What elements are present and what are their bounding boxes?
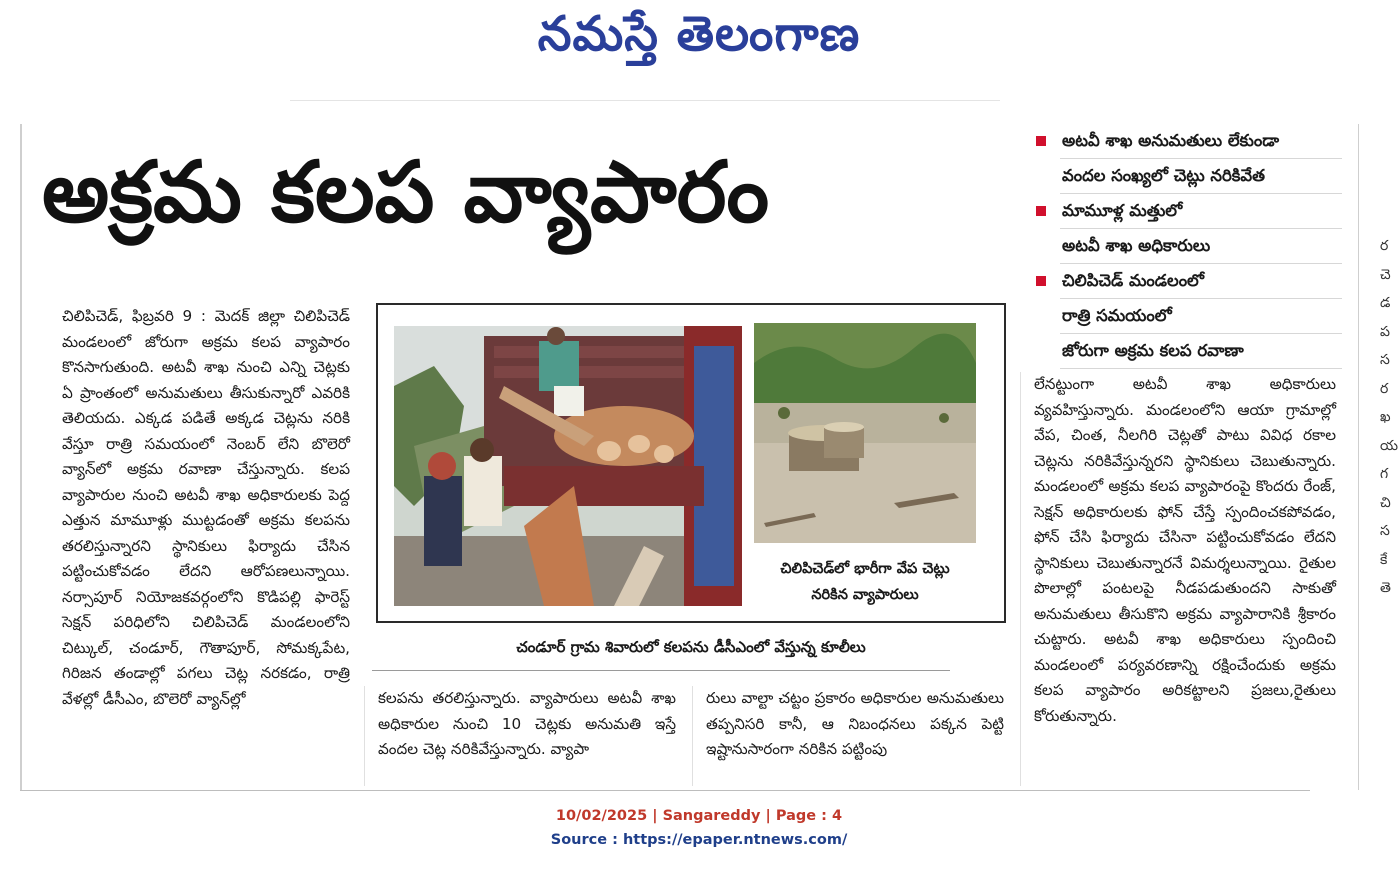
frame-bottom-rule: [20, 790, 1310, 791]
edge-fragment: య: [1380, 437, 1398, 454]
footer-date-edition: 10/02/2025 | Sangareddy | Page : 4: [555, 808, 843, 824]
article-column-2: [378, 686, 676, 763]
highlight-line: అటవీ శాఖ అధికారులు: [1060, 229, 1342, 264]
highlight-line: అటవీ శాఖ అనుమతులు లేకుండా: [1060, 124, 1342, 159]
edge-fragment: ర: [1380, 238, 1389, 254]
edge-fragment: చి: [1380, 494, 1391, 511]
article-headline: అక్రమ కలప వ్యాపారం: [42, 143, 770, 241]
edge-fragment: డ: [1380, 295, 1391, 311]
highlight-line: రాత్రి సమయంలో: [1060, 299, 1342, 334]
highlight-item: [1032, 264, 1342, 369]
column-divider: [692, 686, 693, 786]
edge-fragment: స: [1380, 352, 1390, 368]
column-divider: [364, 686, 365, 786]
masthead-divider: [290, 100, 1000, 101]
article-paragraph: కలపను తరలిస్తున్నారు. వ్యాపారులు అటవీ శాఖ అధికారుల నుంచి 10 చెట్లకు అనుమతి ఇస్తే వందల చెట్ల నరికివేస్తున్నారు. వ్యాపా: [378, 689, 676, 758]
column-divider: [1020, 372, 1021, 786]
highlight-item: [1032, 124, 1342, 194]
inset-photo-caption: [756, 556, 974, 608]
caption-line: నరికిన వ్యాపారులు: [811, 587, 919, 603]
article-paragraph: లేనట్టుంగా అటవీ శాఖ అధికారులు వ్యవహిస్తున్నారు. మండలంలోని ఆయా గ్రామాల్లో వేప, చింత, నీలగిరి చెట్లతో పాటు వివిధ రకాల చెట్లను నరికివేస్తున్నరని స్థానికులు చెబుతున్నారు. మండలంలో అక్రమ కలప వ్యాపారంపై కొందరు రేంజ్, సెక్షన్ అధికారులకు ఫోన్ చేస్తే స్పందించకపోవడం, ఫోన్ చేసి ఫిర్యాదు చేసినా పట్టించుకోవడం లేదని స్థానికులు చెబుతున్నారనే విమర్శలున్నాయి. రైతుల పొలాల్లో పంటలపై నీడపడుతుందని సాకుతో అనుమతులు తీసుకొని అక్రమ వ్యాపారానికి శ్రీకారం చుట్టారు. అటవీ శాఖ అధికారులు స్పందించి మండలంలో పర్యవరణాన్ని రక్షించేందుకు అక్రమ కలప వ్యాపారం అరికట్టాలని ప్రజలు,రైతులు కోరుతున్నారు.: [1034, 375, 1336, 725]
photo-cut-stumps: [754, 323, 976, 543]
masthead: [0, 0, 1398, 100]
photo-cut-stumps-image: [754, 323, 976, 543]
caption-line: చిలిపిచెడ్‌లో భారీగా వేప చెట్లు: [780, 561, 950, 577]
main-photo-caption: చండూర్ గ్రామ శివారులో కలపను డీసీఎంలో వేస్తున్న కూలీలు: [516, 638, 866, 656]
bullet-square-icon: [1036, 276, 1046, 286]
highlight-line: జోరుగా అక్రమ కలప రవాణా: [1060, 334, 1342, 369]
edge-fragment: ప: [1380, 323, 1390, 340]
article-paragraph: చిలిపిచెడ్, ఫిబ్రవరి 9 : మెదక్ జిల్లా చిలిపిచెడ్ మండలంలో జోరుగా అక్రమ కలప వ్యాపారం కొనసాగుతుంది. అటవీ శాఖ నుంచి ఎన్ని చెట్లకు ఏ ప్రాంతంలో అనుమతులు తీసుకున్నారో ఎవరికి తెలియదు. ఎక్కడ పడితే అక్కడ చెట్లను నరికి వేస్తూ రాత్రి సమయంలో నెంబర్ లేని బొలెరో వ్యాన్‌లో అక్రమ రవాణా చేస్తున్నారు. కలప వ్యాపారుల నుంచి అటవీ శాఖ అధికారులకు పెద్ద ఎత్తున మామూళ్లు ముట్టడంతో అక్రమ కలపను తరలిస్తున్నారని స్థానికులు ఫిర్యాదు చేసిన పట్టించుకోవడం లేదని ఆరోపణలున్నాయి. నర్సాపూర్ నియోజకవర్గంలోని కొడిపల్లి ఫారెస్ట్ సెక్షన్ పరిధిలోని చిలిపిచెడ్ మండలంలోని చిట్కుల్, చండూర్, గౌతాపూర్, సోమక్కపేట, గిరిజన తండాల్లో పగలు చెట్ల నరకడం, రాత్రి వేళల్లో డీసీఎం, బొలెరో వ్యాన్‌ల్లో: [62, 307, 350, 708]
edge-fragment: తె: [1380, 580, 1391, 596]
highlight-line: వందల సంఖ్యలో చెట్లు నరికివేత: [1060, 159, 1342, 194]
adjacent-article-edge: [1380, 232, 1398, 603]
edge-fragment: చె: [1380, 266, 1391, 283]
edge-fragment: ర: [1380, 380, 1389, 397]
newspaper-logo: నమస్తే తెలంగాణ: [537, 6, 861, 62]
article-column-1: [52, 304, 350, 712]
edge-fragment: ఖ: [1380, 409, 1391, 425]
edge-fragment: స: [1380, 523, 1390, 539]
highlight-line: మామూళ్ల మత్తులో: [1060, 194, 1342, 229]
highlight-line: చిలిపిచెడ్ మండలంలో: [1060, 264, 1342, 299]
article-column-3: [706, 686, 1004, 763]
bullet-square-icon: [1036, 136, 1046, 146]
highlight-item: [1032, 194, 1342, 264]
highlights-box: [1032, 124, 1342, 369]
edge-fragment: గ: [1380, 466, 1389, 482]
article-paragraph: రులు వాల్టా చట్టం ప్రకారం అధికారుల అనుమతులు తప్పనిసరి కానీ, ఆ నిబంధనలు పక్కన పెట్టి ఇష్టానుసారంగా నరికిన పట్టింపు: [706, 689, 1004, 758]
footer-source-link[interactable]: Source : https://epaper.ntnews.com/: [550, 832, 848, 848]
bullet-square-icon: [1036, 206, 1046, 216]
edge-fragment: కే: [1380, 551, 1388, 568]
photo-loading-timber: [394, 326, 742, 606]
caption-divider: [372, 670, 950, 671]
frame-right-rule: [1358, 124, 1359, 790]
article-column-4: [1034, 372, 1336, 729]
frame-left-rule: [20, 124, 22, 790]
photo-loading-timber-image: [394, 326, 742, 606]
